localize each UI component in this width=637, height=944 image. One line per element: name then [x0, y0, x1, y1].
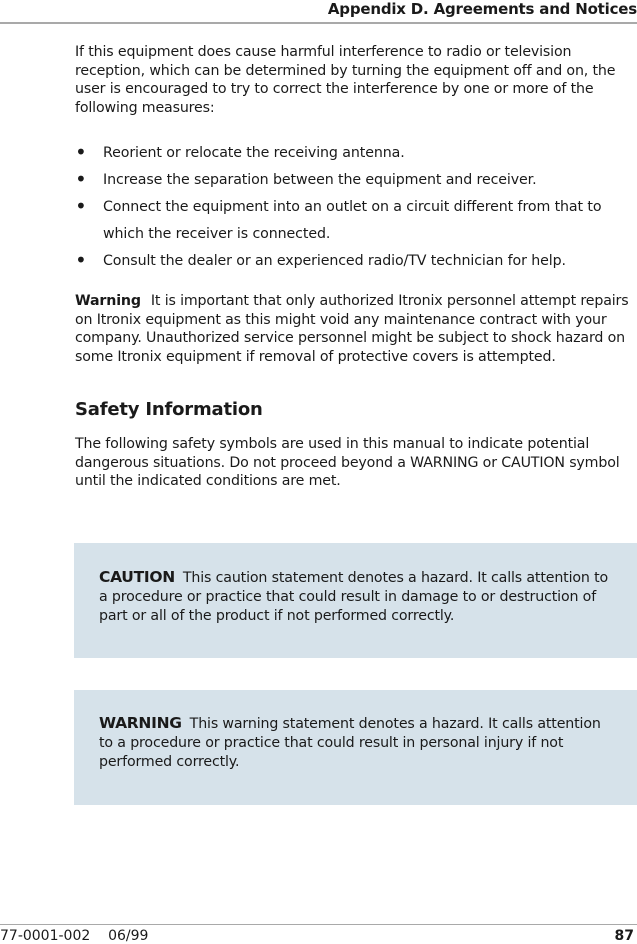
intro-paragraph: If this equipment does cause harmful interference to radio or television reception, which can be determined by turning the equipment off and on, the user is encouraged to try to correct the interference by one or more of the following measures:: [75, 44, 616, 116]
warning-paragraph: [75, 292, 635, 366]
caution-text: This caution statement denotes a hazard. It calls attention to a procedure or practice that could result in damage to or destruction of part or all of the product if not performed correctly.: [99, 570, 609, 624]
measure-text: Increase the separation between the equipment and receiver.: [103, 172, 537, 188]
warning-text: It is important that only authorized Itronix personnel attempt repairs on Itronix equipment as this might void any maintenance contract with your company. Unauthorized service personnel might be subject to shock hazard on some Itronix equipment if removal of protective covers is attempted.: [75, 293, 629, 365]
measure-text: Consult the dealer or an experienced radio/TV technician for help.: [103, 253, 566, 269]
warning-statement: [99, 714, 609, 772]
bullet-icon: •: [75, 194, 87, 218]
footer-doc-info: [0, 928, 148, 944]
list-item: [75, 140, 635, 167]
doc-number: 77-0001-002: [0, 928, 91, 944]
warning-box-text: This warning statement denotes a hazard. It calls attention to a procedure or practice that could result in personal injury if not performed correctly.: [99, 716, 601, 770]
bullet-icon: •: [75, 140, 87, 164]
list-item: [75, 248, 635, 275]
footer-divider: [0, 924, 637, 925]
caution-label: CAUTION: [99, 568, 175, 586]
caution-statement: [99, 568, 609, 626]
bullet-icon: •: [75, 248, 87, 272]
measure-text: Connect the equipment into an outlet on a circuit different from that to which the receiver is connected.: [103, 199, 602, 242]
page-number: 87: [614, 928, 634, 944]
list-item: [75, 167, 635, 194]
page-header-title: Appendix D. Agreements and Notices: [327, 0, 637, 18]
section-heading: Safety Information: [75, 399, 263, 420]
warning-box-label: WARNING: [99, 714, 182, 732]
safety-paragraph: The following safety symbols are used in this manual to indicate potential dangerous situations. Do not proceed beyond a WARNING or CAUTION symbol until the indicated conditions are met.: [75, 436, 620, 489]
header-divider: [0, 22, 637, 24]
measures-list: [75, 140, 635, 275]
warning-label: Warning: [75, 293, 141, 309]
measure-text: Reorient or relocate the receiving antenna.: [103, 145, 405, 161]
bullet-icon: •: [75, 167, 87, 191]
list-item: [75, 194, 635, 248]
caution-box: [74, 543, 637, 658]
doc-date: 06/99: [108, 928, 149, 944]
warning-box: [74, 690, 637, 805]
